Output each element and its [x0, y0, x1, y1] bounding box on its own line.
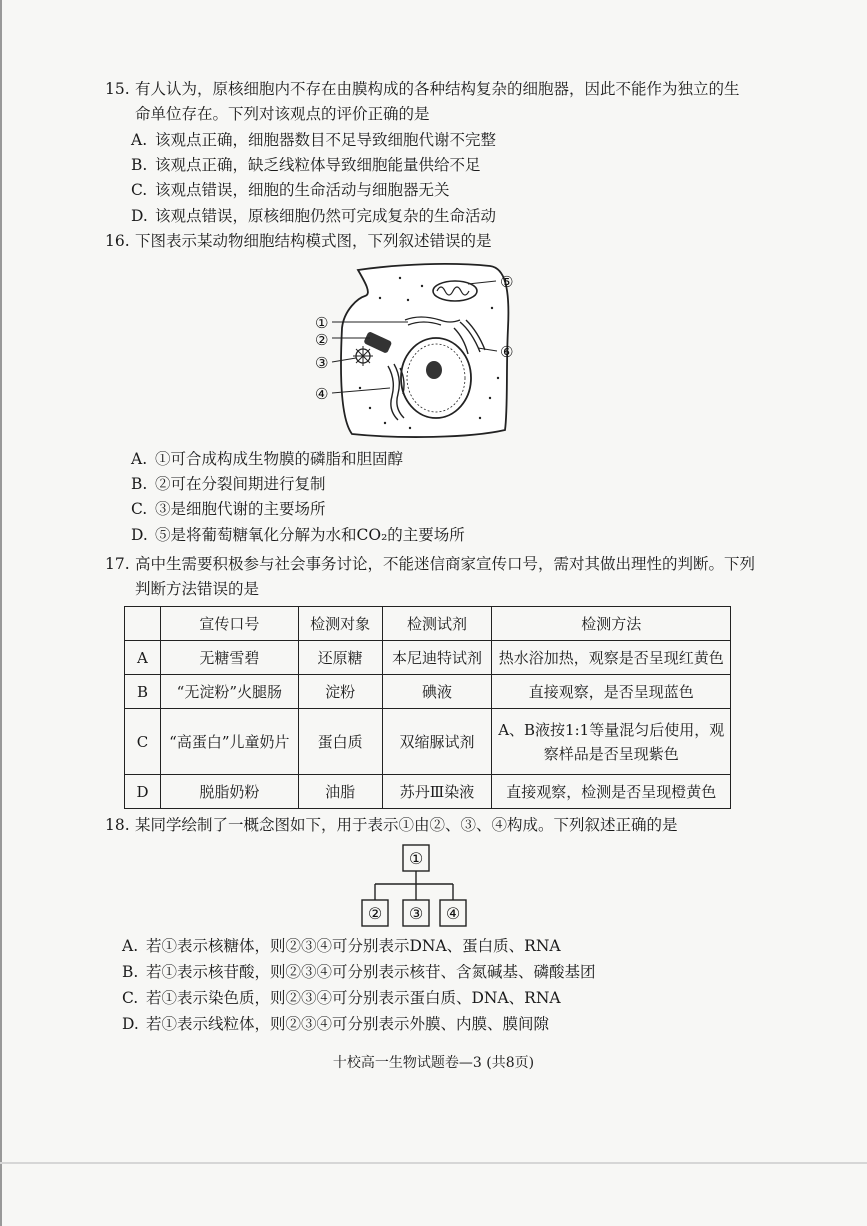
reagent-cell: 碘液 [382, 675, 492, 709]
label-4: ④ [315, 385, 329, 403]
target-cell: 油脂 [298, 775, 382, 809]
header-cell: 宣传口号 [160, 607, 298, 641]
question-number: 15. [105, 80, 130, 98]
label-2: ② [315, 331, 329, 349]
animal-cell-diagram [310, 258, 530, 443]
target-cell: 还原糖 [298, 641, 382, 675]
detection-table [124, 606, 731, 809]
slogan-cell: 无糖雪碧 [160, 641, 298, 675]
label-6: ⑥ [500, 343, 514, 361]
row-id: C [125, 709, 161, 775]
table-row [125, 709, 731, 775]
question-18 [105, 813, 745, 838]
ribosome-cluster-organelle [353, 346, 373, 366]
q15-option-b[interactable]: B. 该观点正确，缺乏线粒体导致细胞能量供给不足 [131, 156, 481, 174]
table-header-row [125, 607, 731, 641]
row-id: B [125, 675, 161, 709]
reagent-cell: 本尼迪特试剂 [382, 641, 492, 675]
header-cell: 检测对象 [298, 607, 382, 641]
label-3: ③ [315, 354, 329, 372]
method-cell: 直接观察，检测是否呈现橙黄色 [492, 775, 731, 809]
target-cell: 蛋白质 [298, 709, 382, 775]
header-cell: 检测方法 [492, 607, 731, 641]
slogan-cell: 脱脂奶粉 [160, 775, 298, 809]
target-cell: 淀粉 [298, 675, 382, 709]
q18-option-d[interactable]: D. 若①表示线粒体，则②③④可分别表示外膜、内膜、膜间隙 [122, 1015, 550, 1033]
q18-option-c[interactable]: C. 若①表示染色质，则②③④可分别表示蛋白质、DNA、RNA [122, 989, 561, 1007]
question-17 [105, 552, 756, 602]
q16-option-b[interactable]: B. ②可在分裂间期进行复制 [131, 475, 326, 493]
header-cell [125, 607, 161, 641]
page-left-edge [0, 0, 2, 1226]
concept-diagram [355, 843, 475, 928]
method-cell: 直接观察，是否呈现蓝色 [492, 675, 731, 709]
table-row [125, 775, 731, 809]
question-number: 17. [105, 555, 130, 573]
method-cell: 热水浴加热，观察是否呈现红黄色 [492, 641, 731, 675]
question-stem-line1: 有人认为，原核细胞内不存在由膜构成的各种结构复杂的细胞器，因此不能作为独立的生 [135, 80, 740, 98]
question-stem-line2: 判断方法错误的是 [135, 580, 260, 598]
q15-option-c[interactable]: C. 该观点错误，细胞的生命活动与细胞器无关 [131, 181, 450, 199]
page-bottom-edge [0, 1162, 867, 1164]
question-15 [105, 77, 745, 127]
slogan-cell: “高蛋白”儿童奶片 [160, 709, 298, 775]
page-footer: 十校高一生物试题卷—3 (共8页) [332, 1055, 535, 1071]
nucleus-organelle [401, 338, 471, 418]
reagent-cell: 苏丹Ⅲ染液 [382, 775, 492, 809]
q15-option-d[interactable]: D. 该观点错误，原核细胞仍然可完成复杂的生命活动 [131, 207, 497, 225]
q18-option-b[interactable]: B. 若①表示核苷酸，则②③④可分别表示核苷、含氮碱基、磷酸基团 [122, 963, 596, 981]
label-5: ⑤ [500, 273, 514, 291]
concept-label-4: ④ [445, 904, 461, 923]
label-1: ① [315, 314, 329, 332]
q16-option-d[interactable]: D. ⑤是将葡萄糖氧化分解为水和CO₂的主要场所 [131, 526, 465, 544]
table-row [125, 641, 731, 675]
concept-label-3: ③ [408, 904, 424, 923]
question-stem-line2: 命单位存在。下列对该观点的评价正确的是 [135, 105, 430, 123]
question-number: 16. [105, 232, 130, 250]
q16-option-c[interactable]: C. ③是细胞代谢的主要场所 [131, 500, 326, 518]
question-16 [105, 229, 745, 254]
question-stem: 下图表示某动物细胞结构模式图，下列叙述错误的是 [135, 232, 492, 250]
question-number: 18. [105, 816, 130, 834]
row-id: A [125, 641, 161, 675]
q16-option-a[interactable]: A. ①可合成构成生物膜的磷脂和胆固醇 [131, 450, 404, 468]
row-id: D [125, 775, 161, 809]
slogan-cell: “无淀粉”火腿肠 [160, 675, 298, 709]
concept-label-2: ② [367, 904, 383, 923]
concept-label-1: ① [408, 849, 424, 868]
reagent-cell: 双缩脲试剂 [382, 709, 492, 775]
question-stem-line1: 高中生需要积极参与社会事务讨论，不能迷信商家宣传口号，需对其做出理性的判断。下列 [135, 555, 756, 573]
method-cell: A、B液按1:1等量混匀后使用，观察样品是否呈现紫色 [492, 709, 731, 775]
q18-option-a[interactable]: A. 若①表示核糖体，则②③④可分别表示DNA、蛋白质、RNA [122, 937, 561, 955]
q15-option-a[interactable]: A. 该观点正确，细胞器数目不足导致细胞代谢不完整 [131, 131, 497, 149]
question-stem: 某同学绘制了一概念图如下，用于表示①由②、③、④构成。下列叙述正确的是 [135, 816, 678, 834]
header-cell: 检测试剂 [382, 607, 492, 641]
table-row [125, 675, 731, 709]
